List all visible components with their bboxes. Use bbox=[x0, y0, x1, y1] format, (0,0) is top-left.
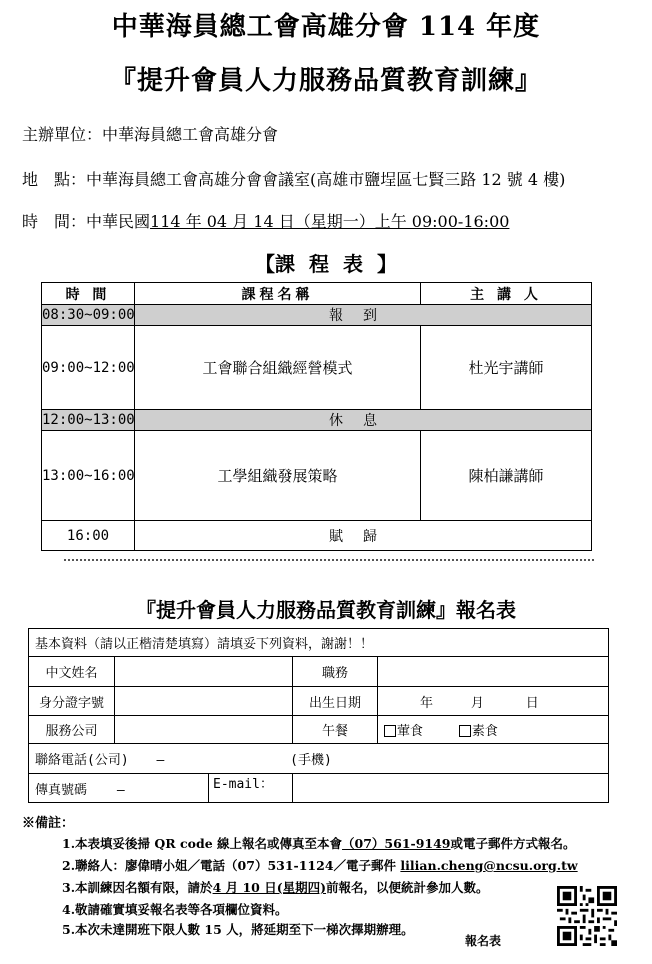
id-field[interactable] bbox=[115, 687, 293, 716]
note-5: 5.本次未達開班下限人數 15 人，將延期至下一梯次擇期辦理。 bbox=[62, 922, 414, 937]
lunch-field bbox=[378, 716, 609, 744]
page-title: 中華海員總工會高雄分會 114 年度 bbox=[111, 12, 541, 42]
schedule-title: 【課程表】 bbox=[255, 252, 397, 276]
location-line bbox=[22, 167, 565, 190]
page-subtitle: 『提升會員人力服務品質教育訓練』 bbox=[109, 66, 542, 96]
registration-form bbox=[28, 628, 609, 803]
schedule-table bbox=[41, 282, 592, 551]
qr-label: 報名表 bbox=[465, 934, 502, 948]
note-1: 1.本表填妥後掃 QR code 線上報名或傳真至本會（07）561-9149或電子郵件方式報名。 bbox=[62, 836, 576, 851]
location-label: 地 點： bbox=[22, 170, 87, 189]
header-speaker: 主 講 人 bbox=[421, 283, 592, 305]
form-intro: 基本資料（請以正楷清楚填寫）請填妥下列資料，謝謝！！ bbox=[29, 629, 609, 657]
header-course: 課程名稱 bbox=[135, 283, 421, 305]
divider bbox=[64, 559, 594, 561]
veg-checkbox[interactable]: 素食 bbox=[459, 724, 498, 739]
phone-label: 聯絡電話(公司) bbox=[35, 753, 129, 768]
time-label: 時 間： bbox=[22, 212, 87, 231]
table-row: 08:30~09:00 報到 bbox=[42, 305, 592, 326]
lunch-label: 午餐 bbox=[293, 716, 378, 744]
note-3: 3.本訓練因名額有限，請於4 月 10 日(星期四)前報名，以便統計參加人數。 bbox=[62, 880, 489, 895]
company-label: 服務公司 bbox=[29, 716, 115, 744]
id-label: 身分證字號 bbox=[29, 687, 115, 716]
note-4: 4.敬請確實填妥報名表等各項欄位資料。 bbox=[62, 902, 288, 917]
email-label: E-mail： bbox=[208, 774, 292, 802]
birth-label: 出生日期 bbox=[293, 687, 378, 716]
schedule-title-text: 課程表 bbox=[275, 252, 377, 276]
fax-label-cell: 傳真號碼 — bbox=[35, 782, 125, 798]
fax-field[interactable] bbox=[29, 774, 293, 803]
position-label: 職務 bbox=[293, 657, 378, 687]
table-row: 13:00~16:00 工學組織發展策略 陳柏謙講師 bbox=[42, 431, 592, 521]
note-2: 2.聯絡人：廖偉晴小姐／電話（07）531-1124／電子郵件 lilian.cheng@ncsu.org.tw bbox=[62, 858, 578, 873]
qr-code-icon[interactable] bbox=[557, 886, 617, 946]
company-field[interactable] bbox=[115, 716, 293, 744]
contact-email-link[interactable]: lilian.cheng@ncsu.org.tw bbox=[400, 858, 578, 873]
meat-checkbox[interactable]: 葷食 bbox=[384, 724, 423, 739]
table-row: 12:00~13:00 休息 bbox=[42, 410, 592, 431]
position-field[interactable] bbox=[378, 657, 609, 687]
time-line bbox=[22, 209, 509, 232]
email-field[interactable] bbox=[293, 774, 609, 803]
phone-row[interactable]: 聯絡電話(公司) — (手機) bbox=[29, 744, 609, 774]
form-title: 『提升會員人力服務品質教育訓練』報名表 bbox=[136, 598, 516, 622]
table-row: 16:00 賦歸 bbox=[42, 521, 592, 551]
name-label: 中文姓名 bbox=[29, 657, 115, 687]
mobile-label: (手機) bbox=[290, 753, 332, 768]
organizer-line: 主辦單位：中華海員總工會高雄分會 bbox=[22, 125, 279, 144]
location-value: 中華海員總工會高雄分會會議室(高雄市鹽埕區七賢三路 12 號 4 樓) bbox=[86, 170, 566, 189]
name-field[interactable] bbox=[115, 657, 293, 687]
notes-heading: ※備註： bbox=[22, 816, 75, 831]
header-time: 時 間 bbox=[42, 283, 135, 305]
time-prefix: 中華民國 bbox=[86, 212, 151, 231]
table-row: 09:00~12:00 工會聯合組織經營模式 杜光宇講師 bbox=[42, 326, 592, 410]
birth-field[interactable]: 年 月 日 bbox=[378, 687, 609, 716]
time-value: 114 年 04 月 14 日（星期一）上午 09:00-16:00 bbox=[150, 212, 510, 231]
